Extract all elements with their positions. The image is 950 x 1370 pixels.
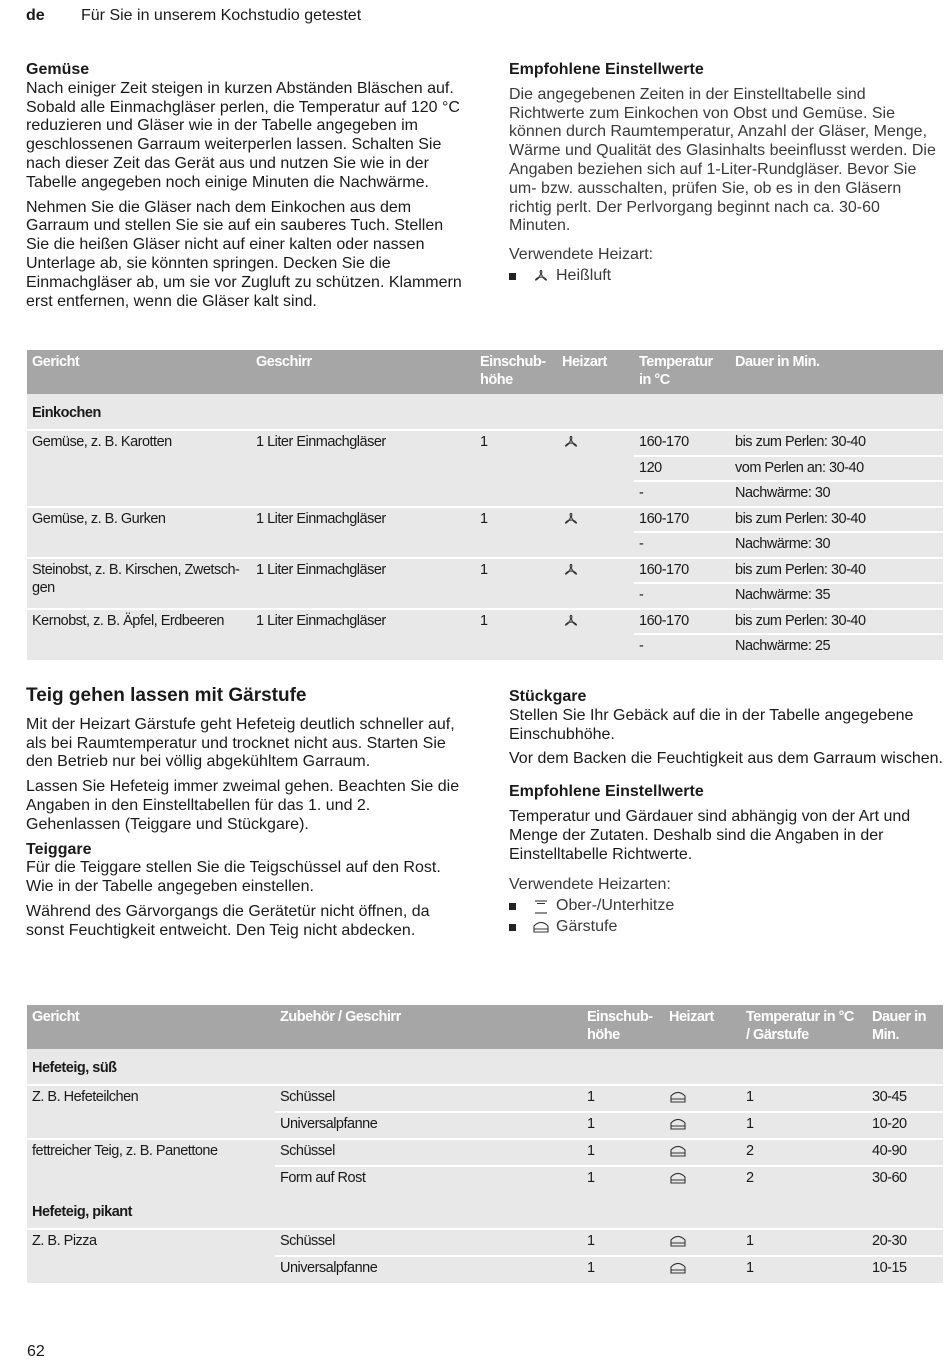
proofing-icon [669, 1143, 687, 1159]
heat-type-name: Gärstufe [556, 917, 618, 935]
paragraph: Für die Teiggare stellen Sie die Teigschüssel auf den Rost. Wie in der Tabelle angegeben einstellen. [26, 859, 441, 896]
cell-level: 1 [582, 1139, 664, 1166]
cell-accessory: Form auf Rost [275, 1166, 582, 1193]
group-label: Hefeteig, süß [27, 1049, 943, 1085]
group-label: Hefeteig, pikant [27, 1193, 943, 1229]
cell-level: 1 [475, 507, 557, 558]
fan-icon [562, 613, 580, 629]
heat-type-name: Heißluft [556, 266, 612, 284]
section-title: Für Sie in unserem Kochstudio getestet [81, 7, 362, 24]
cell-duration: 30-45 [867, 1085, 943, 1112]
heading-stueckgare: Stückgare [509, 688, 587, 705]
top-bottom-heat-icon [532, 899, 550, 915]
cell-duration: Nachwärme: 35 [730, 583, 943, 609]
cell-dish: Z. B. Pizza [27, 1229, 275, 1256]
table-row [27, 507, 943, 533]
heat-types-label: Verwendete Heizarten: [509, 876, 671, 894]
cell-temp: 160-170 [634, 558, 730, 584]
cell-heat [557, 507, 634, 558]
section-heading: Teig gehen lassen mit Gärstufe [26, 685, 307, 706]
cell-duration: bis zum Perlen: 30-40 [730, 558, 943, 584]
cell-vessel: 1 Liter Einmachgläser [251, 430, 475, 507]
cell-level: 1 [582, 1112, 664, 1139]
cell-level: 1 [582, 1229, 664, 1256]
col-header-level: Einschub- höhe [582, 1005, 664, 1049]
cell-heat [557, 558, 634, 609]
paragraph: Stellen Sie Ihr Gebäck auf die in der Tabelle angegebene Einschubhöhe. [509, 706, 914, 743]
cell-accessory: Schüssel [275, 1229, 582, 1256]
table-row [27, 430, 943, 456]
cell-temp: 160-170 [634, 507, 730, 533]
cell-vessel: 1 Liter Einmachgläser [251, 507, 475, 558]
paragraph: Lassen Sie Hefeteig immer zweimal gehen. Beachten Sie die Angaben in den Einstelltabellen für das 1. und 2. Gehenlassen (Teiggare und Stückgare). [26, 778, 460, 833]
bullet-icon [509, 924, 516, 931]
left-top-column [26, 61, 466, 317]
page-number: 62 [27, 1343, 45, 1360]
table-group-row [27, 394, 943, 430]
cell-level: 1 [582, 1166, 664, 1193]
cell-dish [27, 1256, 275, 1283]
cell-heat [664, 1166, 741, 1193]
table-row [27, 609, 943, 635]
cell-dish: Kernobst, z. B. Äpfel, Erdbeeren [27, 609, 251, 660]
table-group-row [27, 1193, 943, 1229]
group-label: Einkochen [27, 394, 943, 430]
cell-heat [664, 1256, 741, 1283]
cell-level: 1 [475, 430, 557, 507]
heading-recommended-values: Empfohlene Einstellwerte [509, 783, 704, 801]
fan-icon [532, 268, 550, 284]
fan-icon [562, 434, 580, 450]
cell-temp: 1 [741, 1112, 867, 1139]
cell-duration: Nachwärme: 30 [730, 481, 943, 507]
col-header-dish: Gericht [27, 1005, 275, 1049]
col-header-vessel: Geschirr [251, 350, 475, 394]
table-row [27, 1166, 943, 1193]
table-header-row [27, 1005, 943, 1049]
cell-dish [27, 1166, 275, 1193]
cell-duration: bis zum Perlen: 30-40 [730, 430, 943, 456]
cell-temp: 160-170 [634, 430, 730, 456]
col-header-dish: Gericht [27, 350, 251, 394]
col-header-temp: Temperatur in °C [634, 350, 730, 394]
cell-duration: Nachwärme: 25 [730, 634, 943, 660]
cell-duration: vom Perlen an: 30-40 [730, 456, 943, 482]
cell-accessory: Schüssel [275, 1139, 582, 1166]
page-header [26, 7, 361, 25]
cell-duration: 30-60 [867, 1166, 943, 1193]
table-group-row [27, 1049, 943, 1085]
cell-level: 1 [582, 1085, 664, 1112]
col-header-duration: Dauer in Min. [730, 350, 943, 394]
cell-temp: 1 [741, 1256, 867, 1283]
cell-heat [557, 609, 634, 660]
left-bottom-column [26, 687, 466, 947]
heat-type-name: Ober-/Unterhitze [556, 897, 675, 915]
cell-dish: Gemüse, z. B. Gurken [27, 507, 251, 558]
cell-temp: 1 [741, 1229, 867, 1256]
col-header-heat: Heizart [557, 350, 634, 394]
proofing-icon [669, 1233, 687, 1249]
cell-temp: - [634, 481, 730, 507]
col-header-temp: Temperatur in °C / Gärstufe [741, 1005, 867, 1049]
cell-duration: 10-15 [867, 1256, 943, 1283]
table-row [27, 558, 943, 584]
paragraph: Während des Gärvorgangs die Gerätetür nicht öffnen, da sonst Feuchtigkeit entweicht. Den Teig nicht abdecken. [26, 902, 430, 939]
cell-temp: 160-170 [634, 609, 730, 635]
cell-dish: Steinobst, z. B. Kirschen, Zwetsch- gen [27, 558, 251, 609]
table-row [27, 1139, 943, 1166]
cell-temp: - [634, 532, 730, 558]
cell-dish: fettreicher Teig, z. B. Panettone [27, 1139, 275, 1166]
table-row [27, 1229, 943, 1256]
table-row [27, 1112, 943, 1139]
cell-temp: 120 [634, 456, 730, 482]
cell-heat [664, 1085, 741, 1112]
cell-heat [664, 1112, 741, 1139]
paragraph: Nehmen Sie die Gläser nach dem Einkochen aus dem Garraum und stellen Sie sie auf ein sauberes Tuch. Stellen Sie die heißen Gläser nicht auf einer kalten oder nassen Unterlage ab, sie könnten springen. Decken Sie die Einmachgläser ab, um sie vor Zugluft zu schützen. Klammern erst entfernen, wenn die Gläser kalt sind. [26, 198, 462, 310]
paragraph: Vor dem Backen die Feuchtigkeit aus dem Garraum wischen. [509, 750, 943, 768]
heat-type-item [509, 918, 945, 937]
heading-gemuese: Gemüse [26, 61, 90, 78]
proofing-settings-table [27, 1005, 943, 1283]
proofing-icon [669, 1170, 687, 1186]
language-code: de [26, 7, 45, 24]
bullet-icon [509, 273, 516, 280]
col-header-accessory: Zubehör / Geschirr [275, 1005, 582, 1049]
cell-accessory: Universalpfanne [275, 1112, 582, 1139]
cell-dish: Z. B. Hefeteilchen [27, 1085, 275, 1112]
cell-vessel: 1 Liter Einmachgläser [251, 609, 475, 660]
proofing-icon [669, 1116, 687, 1132]
cell-level: 1 [475, 558, 557, 609]
proofing-icon [532, 919, 550, 935]
fan-icon [562, 511, 580, 527]
col-header-duration: Dauer in Min. [867, 1005, 943, 1049]
table-row [27, 1256, 943, 1283]
proofing-icon [669, 1089, 687, 1105]
table-row [27, 1085, 943, 1112]
paragraph: Temperatur und Gärdauer sind abhängig von der Art und Menge der Zutaten. Deshalb sind die Angaben in der Einstelltabelle Richtwerte. [509, 807, 911, 863]
cell-duration: Nachwärme: 30 [730, 532, 943, 558]
cell-temp: 2 [741, 1166, 867, 1193]
cell-duration: bis zum Perlen: 30-40 [730, 507, 943, 533]
col-header-level: Einschub- höhe [475, 350, 557, 394]
right-top-column [509, 61, 945, 286]
right-bottom-column [509, 688, 945, 937]
canning-settings-table [27, 350, 943, 660]
heat-type-label: Verwendete Heizart: [509, 246, 654, 264]
cell-duration: 20-30 [867, 1229, 943, 1256]
paragraph: Nach einiger Zeit steigen in kurzen Abständen Bläschen auf. Sobald alle Einmachgläser perlen, die Temperatur auf 120 °C reduzieren und Gläser wie in der Tabelle angegeben im geschlossenen Garraum weiterperlen lassen. Schalten Sie nach dieser Zeit das Gerät aus und nutzen Sie wie in der Tabelle angegeben noch einige Minuten die Nachwärme. [26, 79, 460, 191]
table-header-row [27, 350, 943, 394]
cell-temp: 1 [741, 1085, 867, 1112]
cell-heat [557, 430, 634, 507]
heat-type-item [509, 267, 945, 286]
cell-level: 1 [582, 1256, 664, 1283]
bullet-icon [509, 903, 516, 910]
paragraph: Mit der Heizart Gärstufe geht Hefeteig deutlich schneller auf, als bei Raumtemperatur und trocknet nicht aus. Starten Sie den Betrieb nur bei völlig abgekühltem Garraum. [26, 715, 455, 771]
col-header-heat: Heizart [664, 1005, 741, 1049]
cell-duration: bis zum Perlen: 30-40 [730, 609, 943, 635]
cell-duration: 10-20 [867, 1112, 943, 1139]
cell-dish: Gemüse, z. B. Karotten [27, 430, 251, 507]
cell-heat [664, 1229, 741, 1256]
proofing-icon [669, 1260, 687, 1276]
cell-dish [27, 1112, 275, 1139]
cell-vessel: 1 Liter Einmachgläser [251, 558, 475, 609]
cell-heat [664, 1139, 741, 1166]
paragraph: Die angegebenen Zeiten in der Einstelltabelle sind Richtwerte zum Einkochen von Obst und Gemüse. Sie können durch Raumtemperatur, Anzahl der Gläser, Menge, Wärme und Qualität des Glasinhalts beeinflusst werden. Die Angaben beziehen sich auf 1-Liter-Rundgläser. Bevor Sie um- bzw. ausschalten, prüfen Sie, ob es in den Gläsern richtig perlt. Der Perlvorgang beginnt nach ca. 30-60 Minuten. [509, 85, 936, 235]
cell-temp: 2 [741, 1139, 867, 1166]
heading-teiggare: Teiggare [26, 840, 92, 858]
cell-temp: - [634, 583, 730, 609]
cell-temp: - [634, 634, 730, 660]
heading-recommended-values: Empfohlene Einstellwerte [509, 61, 704, 78]
cell-duration: 40-90 [867, 1139, 943, 1166]
cell-level: 1 [475, 609, 557, 660]
fan-icon [562, 562, 580, 578]
cell-accessory: Schüssel [275, 1085, 582, 1112]
heat-type-item [509, 897, 945, 916]
cell-accessory: Universalpfanne [275, 1256, 582, 1283]
